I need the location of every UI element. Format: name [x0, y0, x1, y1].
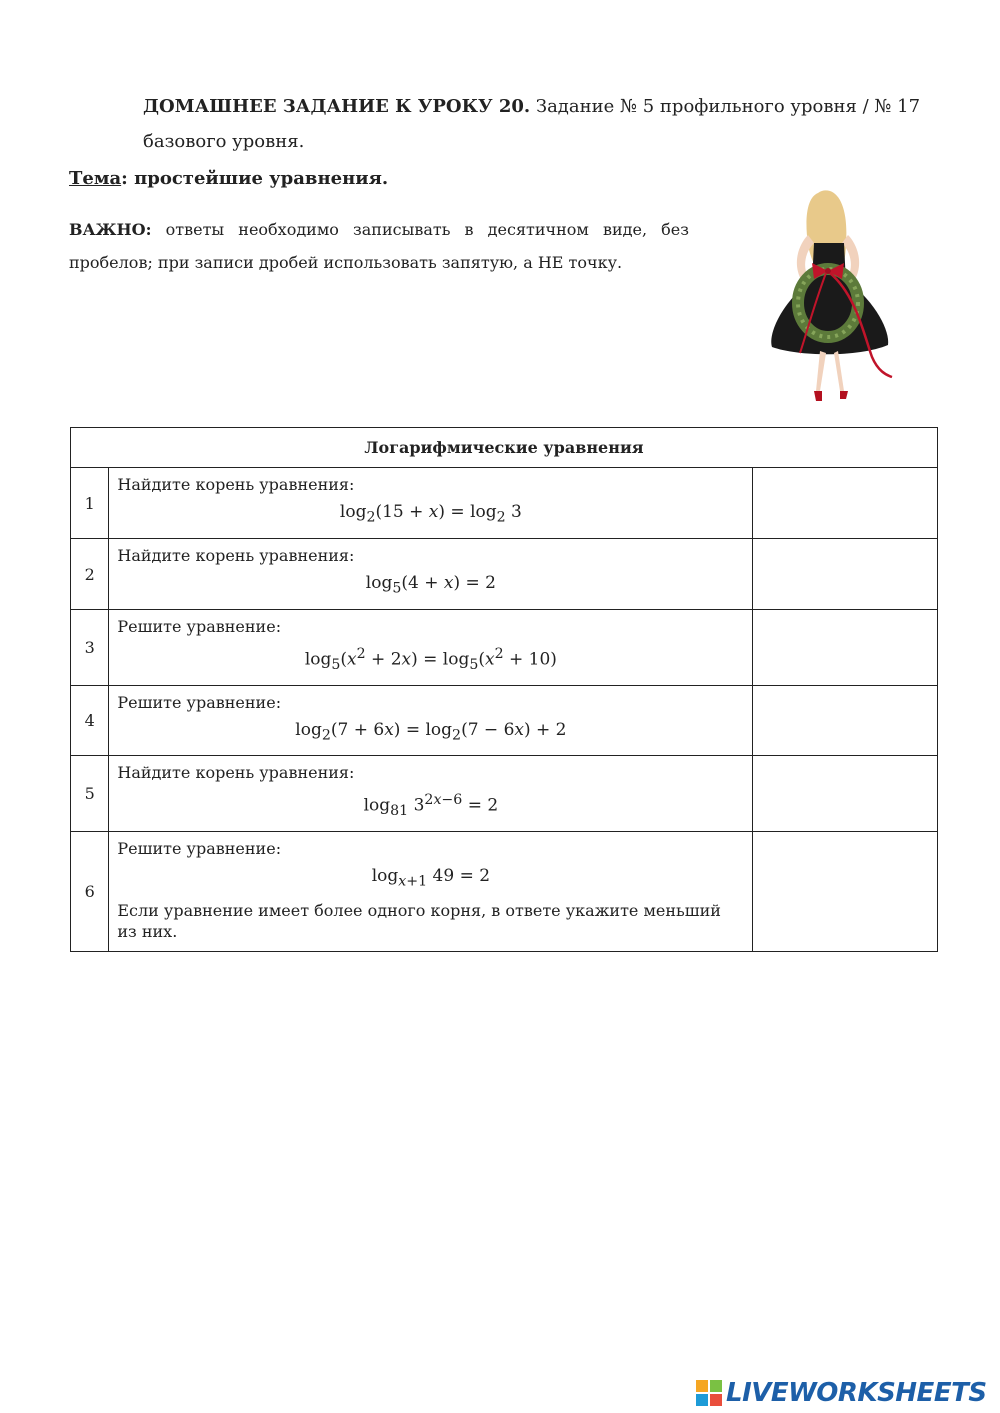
- task-content: [109, 756, 753, 832]
- task-formula: $\log_2(15 + x) = \log_2 3$: [339, 502, 522, 526]
- task-content: [109, 832, 753, 952]
- header-line-2: базового уровня.: [143, 131, 305, 152]
- task-number: 5: [71, 756, 109, 832]
- answer-cell[interactable]: [753, 539, 938, 610]
- logo-text: LIVEWORKSHEETS: [726, 1378, 987, 1408]
- task-instruction: Найдите корень уравнения:: [117, 475, 355, 494]
- table-row: [71, 756, 938, 832]
- answer-cell[interactable]: [753, 756, 938, 832]
- task-content: [109, 610, 753, 686]
- topic-text: : простейшие уравнения.: [121, 168, 389, 189]
- task-table: [70, 427, 938, 952]
- girl-with-wreath-illustration: [760, 185, 900, 407]
- task-instruction: Решите уравнение:: [117, 839, 282, 859]
- answer-cell[interactable]: [753, 686, 938, 756]
- task-instruction: Найдите корень уравнения:: [117, 546, 355, 565]
- header-line-1: [143, 96, 920, 118]
- legs: [816, 351, 844, 391]
- task-instruction: Решите уравнение:: [117, 693, 282, 713]
- important-text: ответы необходимо записывать в десятичном виде, без пробелов; при записи дробей использовать запятую, а НЕ точку.: [69, 220, 689, 272]
- task-instruction: Найдите корень уравнения:: [117, 763, 355, 783]
- task-instruction: Решите уравнение:: [117, 617, 282, 636]
- task-content: [109, 686, 753, 756]
- task-content: [109, 468, 753, 539]
- task-formula: $\log_5(4 + x) = 2$: [365, 573, 496, 597]
- table-row: [71, 539, 938, 610]
- task-number: 4: [71, 686, 109, 756]
- task-number: 2: [71, 539, 109, 610]
- table-row: [71, 468, 938, 539]
- task-formula: $\log_{x+1} 49 = 2$: [371, 866, 491, 890]
- liveworksheets-logo: [696, 1377, 987, 1409]
- task-number: 3: [71, 610, 109, 686]
- answer-cell[interactable]: [753, 832, 938, 952]
- answer-cell[interactable]: [753, 610, 938, 686]
- table-title: Логарифмические уравнения: [71, 428, 938, 468]
- shoes: [814, 391, 848, 401]
- important-label: ВАЖНО:: [69, 220, 152, 239]
- task-number: 1: [71, 468, 109, 539]
- task-content: [109, 539, 753, 610]
- important-note: [69, 213, 689, 279]
- dress-skirt: [771, 281, 888, 354]
- table-row: [71, 610, 938, 686]
- task-formula: $\log_2(7 + 6x) = \log_2(7 - 6x) + 2$: [295, 720, 567, 744]
- header-rest: Задание № 5 профильного уровня / № 17: [530, 96, 921, 117]
- task-formula: $\log_{81} 3^{2x-6} = 2$: [363, 792, 499, 820]
- task-formula: $\log_5(x^2 + 2x) = \log_5(x^2 + 10)$: [304, 646, 557, 674]
- task-number: 6: [71, 832, 109, 952]
- header-bold-title: ДОМАШНЕЕ ЗАДАНИЕ К УРОКУ 20.: [143, 96, 531, 117]
- liveworksheets-logo-icon: [696, 1380, 722, 1406]
- topic-line: [69, 168, 388, 189]
- task-note: Если уравнение имеет более одного корня, в ответе укажите меньший из них.: [117, 900, 721, 941]
- table-row: [71, 832, 938, 952]
- answer-cell[interactable]: [753, 468, 938, 539]
- table-row: [71, 686, 938, 756]
- topic-label: Тема: [69, 168, 122, 189]
